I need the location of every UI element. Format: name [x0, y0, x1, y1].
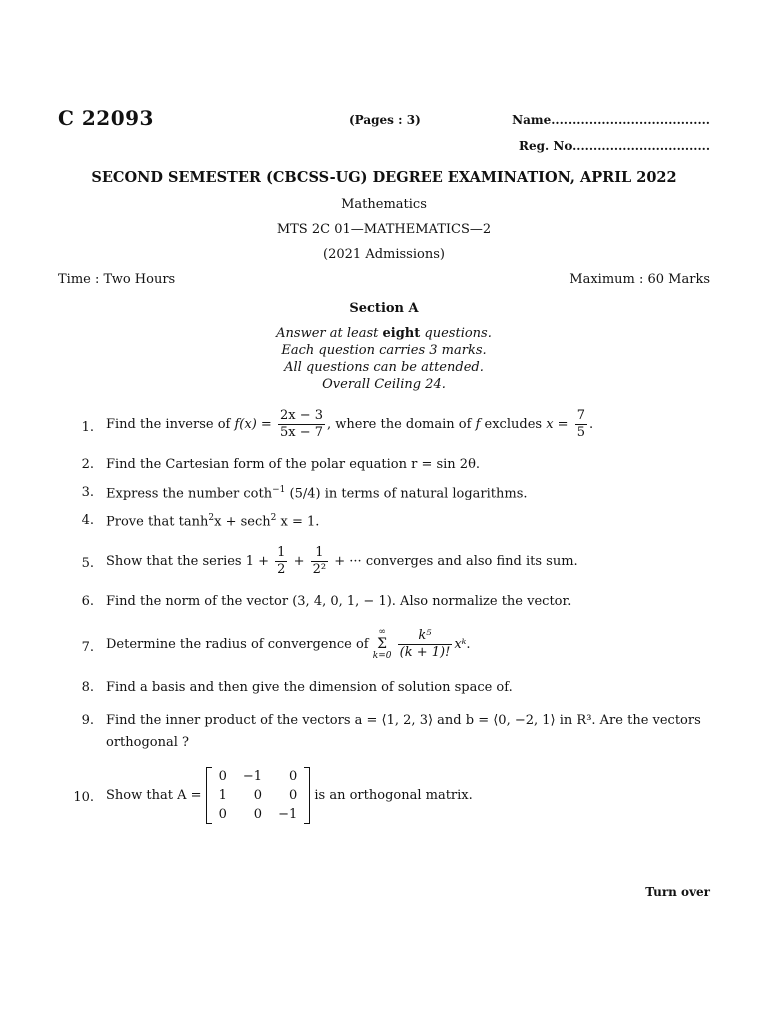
exam-code: C 22093 — [58, 106, 154, 130]
time-allowed: Time : Two Hours — [58, 272, 176, 287]
matrix-cell: 0 — [218, 769, 227, 784]
question-3: Express the number coth$^{-1}$ (5/4) in terms of natural logarithms. — [106, 485, 528, 502]
instruction-line-1: Answer at least eight questions. — [276, 326, 492, 341]
maximum-marks: Maximum : 60 Marks — [569, 272, 710, 287]
question-number-4: 4. — [81, 513, 94, 528]
matrix-cell: 0 — [288, 788, 298, 803]
matrix-cell: −1 — [278, 807, 298, 822]
question-number-8: 8. — [81, 680, 94, 695]
question-8: Find a basis and then give the dimension of solution space of. — [106, 680, 513, 695]
course-code: MTS 2C 01—MATHEMATICS—2 — [276, 222, 492, 237]
matrix-cell: 0 — [253, 807, 263, 822]
reg-no-field: Reg. No................................. — [519, 139, 710, 153]
question-2: Find the Cartesian form of the polar equation r = sin 2θ. — [106, 457, 481, 472]
fraction-expression: $\frac{2x - 3}{5x - 7}$ — [279, 408, 323, 440]
question-number-10: 10. — [73, 790, 94, 805]
question-number-6: 6. — [81, 594, 94, 609]
name-field: Name...................................... — [512, 113, 710, 127]
section-title: Section A — [349, 301, 419, 316]
question-number-1: 1. — [81, 420, 94, 435]
exam-title: SECOND SEMESTER (CBCSS-UG) DEGREE EXAMINATION, APRIL 2022 — [91, 169, 677, 186]
fraction-constant: $\frac{7}{5}$ — [576, 408, 585, 440]
page-count: (Pages : 3) — [349, 113, 421, 127]
matrix-cell: 0 — [253, 788, 263, 803]
question-10: Show that A = 0 −1 0 1 0 0 0 0 −1 is an orthogonal matrix. — [106, 769, 473, 822]
summation-symbol: ∞ Σ k=0 — [372, 627, 392, 661]
instruction-line-2: Each question carries 3 marks. — [281, 343, 487, 358]
subject: Mathematics — [341, 197, 427, 212]
question-7: Determine the radius of convergence of ∞ Σ k=0 $\frac{\text{k⁵}}{(k + 1)!}$ xᵏ. — [106, 627, 471, 661]
question-9: Find the inner product of the vectors a = ⟨1, 2, 3⟩ and b = ⟨0, −2, 1⟩ in R³. Are the vectors orthogonal ? — [106, 713, 701, 750]
question-1: Find the inverse of f(x) = $\frac{2x - 3}{5x - 7}$ , where the domain of f excludes x = $\frac{7}{5}$ . — [106, 408, 594, 440]
admissions: (2021 Admissions) — [323, 247, 445, 262]
matrix-cell: 0 — [218, 807, 227, 822]
turn-over: Turn over — [645, 885, 710, 899]
question-5: Show that the series 1 + $\frac{1}{2}$ + $\frac{1}{\text{2²}}$ + ··· converges and also find its sum. — [106, 545, 578, 577]
question-number-9: 9. — [81, 713, 94, 728]
matrix-a — [206, 767, 311, 824]
matrix-cell: 0 — [288, 769, 298, 784]
question-4: Prove that $\tanh^2x + \sec h^2$ x = 1. — [106, 513, 320, 530]
instruction-line-3: All questions can be attended. — [284, 360, 484, 375]
question-number-7: 7. — [81, 640, 94, 655]
instruction-line-4: Overall Ceiling 24. — [322, 377, 446, 392]
question-6: Find the norm of the vector (3, 4, 0, 1, − 1). Also normalize the vector. — [106, 594, 572, 609]
question-number-3: 3. — [81, 485, 94, 500]
question-number-5: 5. — [81, 556, 94, 571]
question-number-2: 2. — [81, 457, 94, 472]
matrix-cell: −1 — [242, 769, 263, 784]
matrix-cell: 1 — [218, 788, 227, 803]
